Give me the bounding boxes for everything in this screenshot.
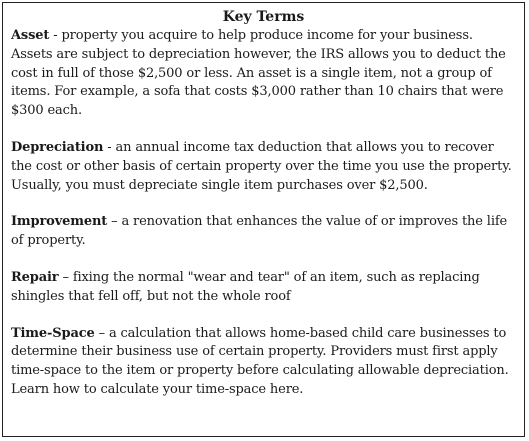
- term-definition: property you acquire to help produce income for your business. Assets are subject to depreciation however, the IRS allows you to deduct the cost in full of those $2,500 or less. An asset is a single item, not a group of items. For example, a sofa that costs $3,000 rather than 10 chairs that were $300 each.: [11, 28, 506, 119]
- term-asset: [11, 27, 516, 121]
- term-definition: a calculation that allows home-based child care businesses to determine their business use of certain property. Providers must first apply time-space to the item or property before calculating allowable depreciation. Learn how to calculate your time-space here.: [11, 325, 509, 397]
- key-terms-box: [2, 2, 525, 437]
- term-improvement: [11, 213, 516, 251]
- term-name: Time-Space: [11, 325, 95, 341]
- term-separator: –: [94, 325, 109, 341]
- term-separator: –: [107, 214, 122, 230]
- term-name: Depreciation: [11, 139, 104, 155]
- term-definition: a renovation that enhances the value of or improves the life of property.: [11, 214, 508, 249]
- term-separator: -: [49, 28, 62, 43]
- term-name: Asset: [11, 28, 50, 43]
- term-definition: an annual income tax deduction that allows you to recover the cost or other basis of certain property over the time you use the property. Usually, you must depreciate single item purchases over $2,500.: [11, 139, 512, 193]
- term-name: Repair: [11, 269, 59, 285]
- term-repair: [11, 269, 516, 307]
- term-separator: –: [58, 269, 73, 285]
- term-time-space: [11, 325, 516, 400]
- term-separator: -: [103, 139, 116, 155]
- term-name: Improvement: [11, 214, 108, 230]
- term-depreciation: [11, 139, 516, 195]
- key-terms-heading: Key Terms: [222, 9, 305, 25]
- term-definition: fixing the normal "wear and tear" of an item, such as replacing shingles that fell off, but not the whole roof: [11, 269, 480, 304]
